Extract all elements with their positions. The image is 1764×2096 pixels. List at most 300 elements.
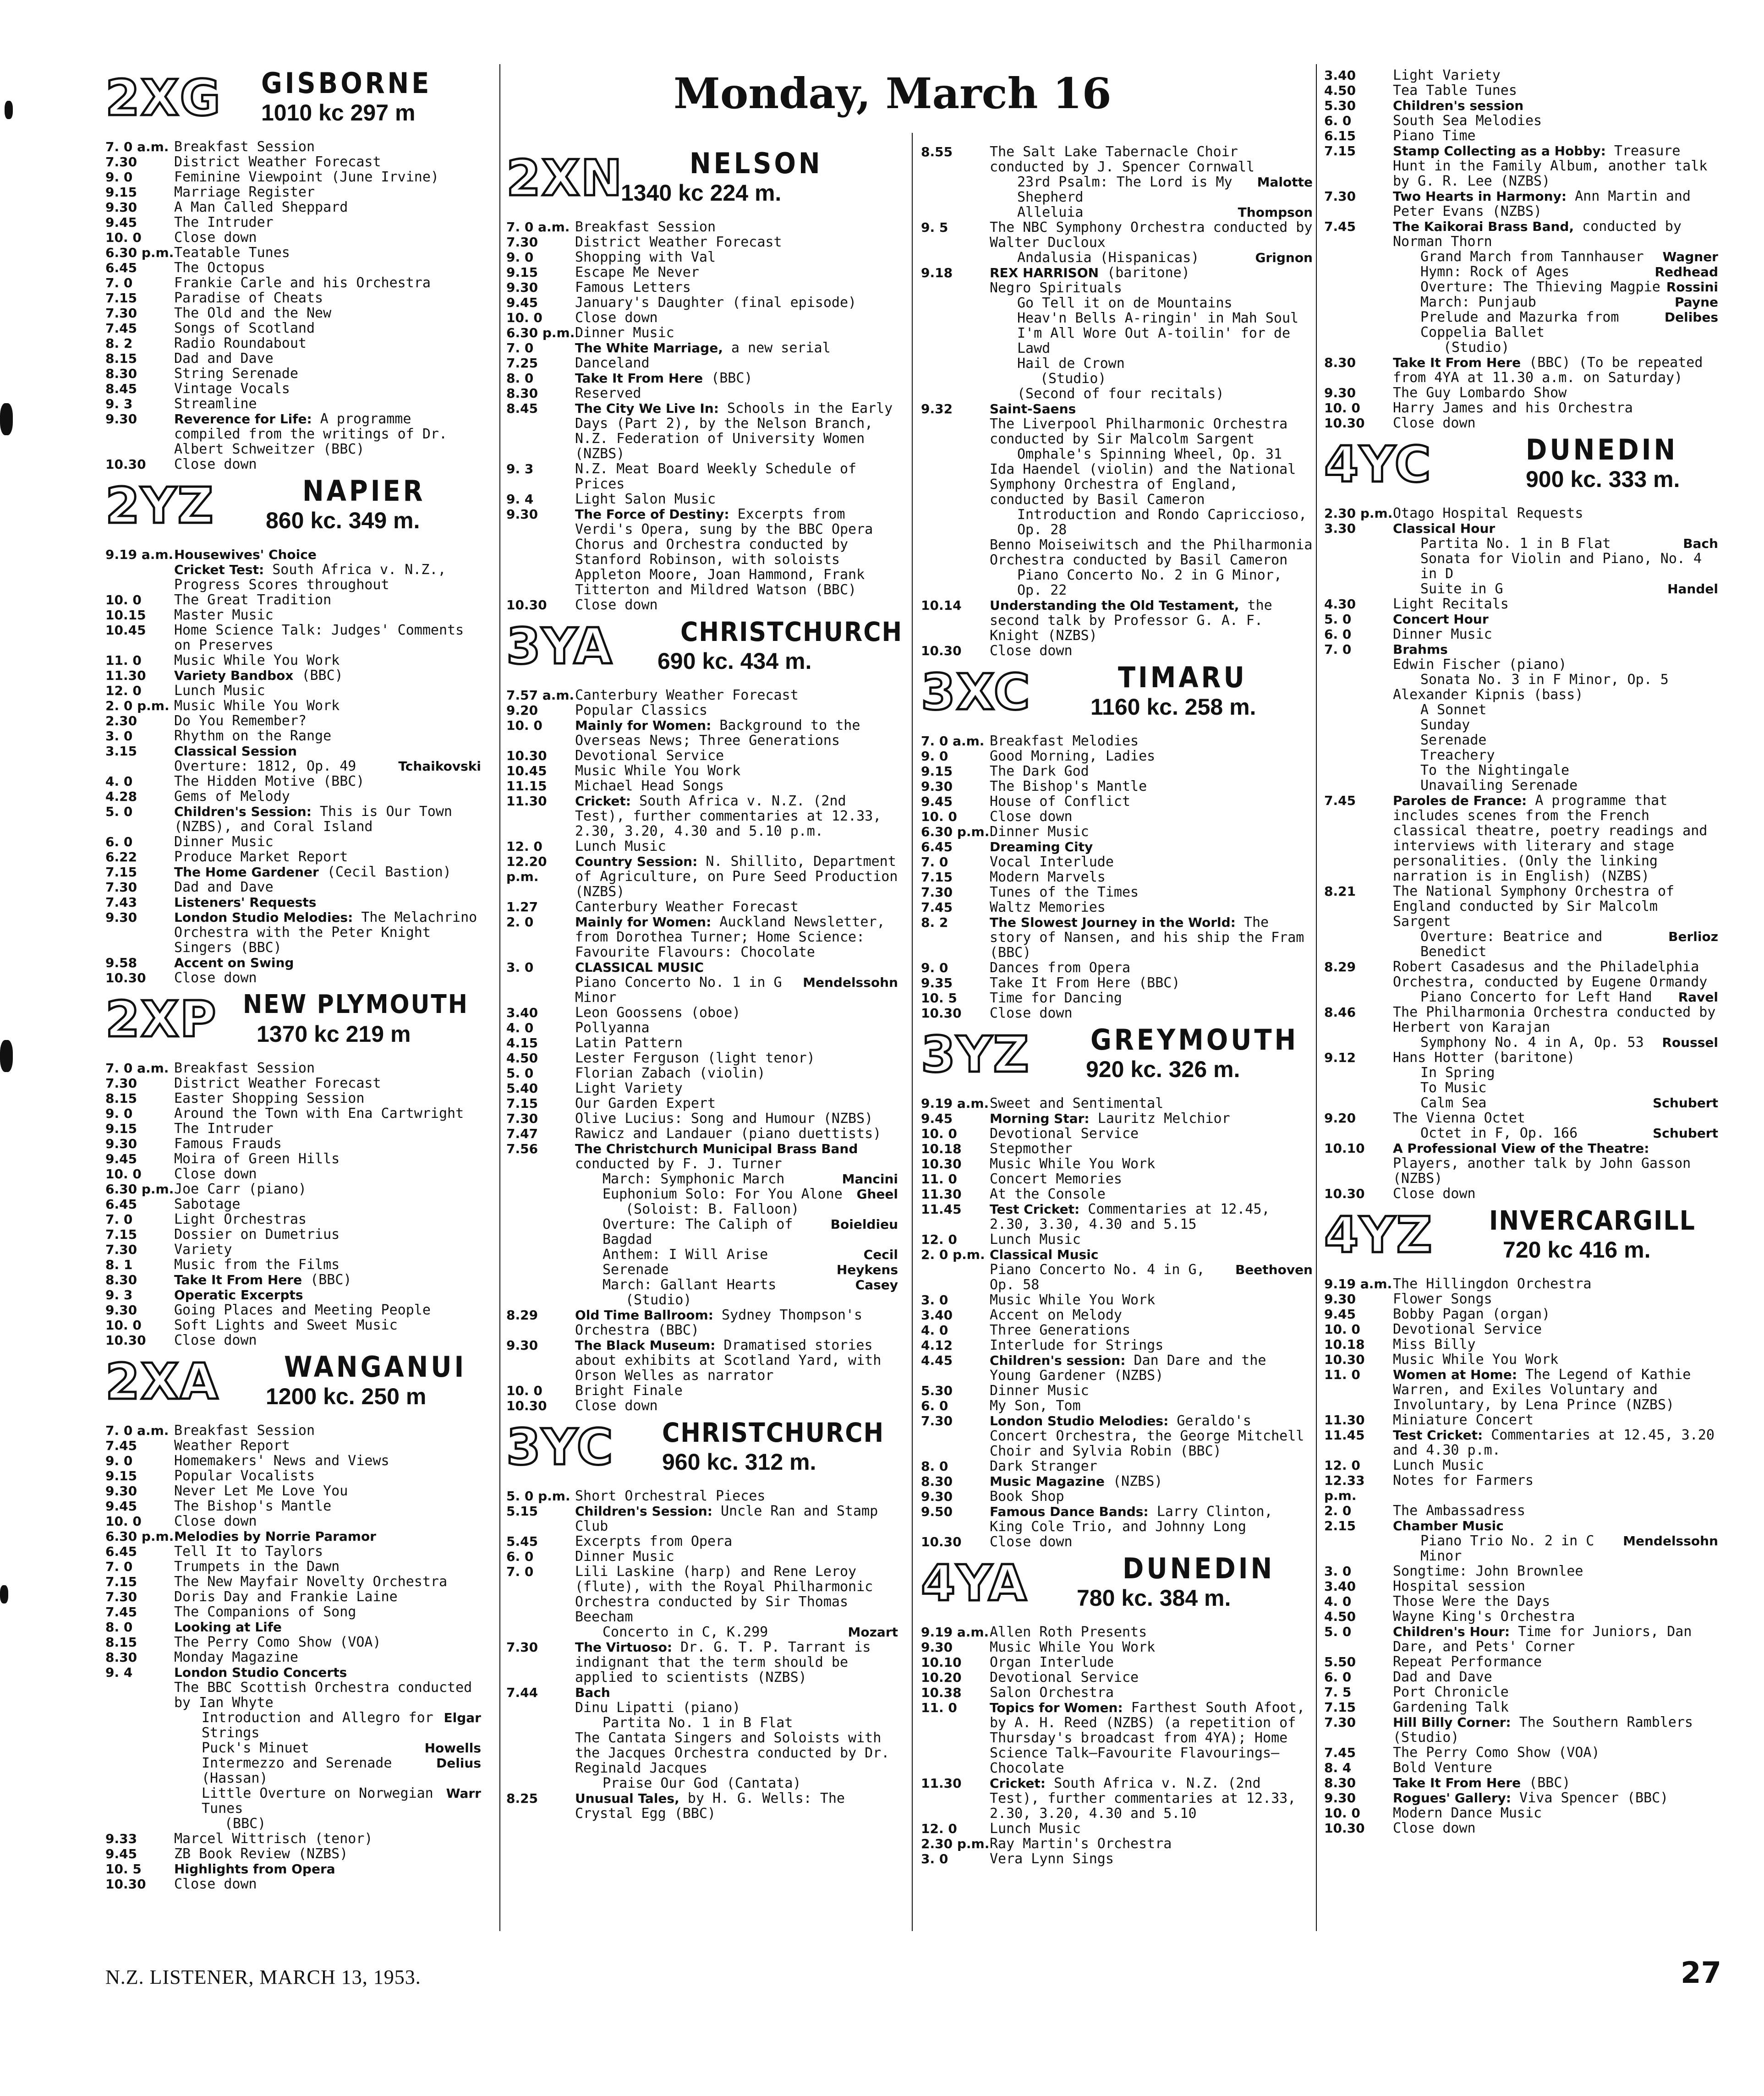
programme-text: Introduction and Allegro for Strings [202,1710,433,1741]
programme-entry [921,265,1313,280]
programme-time: 9.45 [105,1499,137,1514]
programme-title: Classical Music [990,1247,1099,1262]
programme-time: 4. 0 [506,1020,534,1035]
programme-time: 9. 0 [105,1453,133,1468]
programme-time: 11.45 [1324,1428,1365,1443]
programme-description [174,154,481,170]
programme-description [575,310,898,325]
programme-description [575,401,898,461]
programme-text: Book Shop [990,1489,1064,1505]
programme-time: 3.40 [1324,1579,1356,1594]
programme-description [1393,657,1718,672]
programme-time: 7. 0 [105,1212,133,1227]
programme-text: Vera Lynn Sings [990,1851,1114,1867]
programme-entry [1324,1654,1718,1669]
programme-description [1393,1080,1718,1095]
programme-time: 7.45 [105,1604,137,1620]
programme-description [174,1574,481,1589]
programme-text: Devotional Service [990,1669,1139,1686]
programme-entry [921,1126,1313,1141]
station-city: CHRISTCHURCH [680,616,903,647]
programme-description [1393,1322,1718,1337]
programme-entry [506,1338,898,1383]
programme-description [174,910,481,955]
composer-name: Casey [855,1277,898,1292]
programme-entry [921,386,1313,401]
programme-text: Vintage Vocals [174,381,290,397]
programme-description [990,507,1313,537]
programme-text: Breakfast Session [174,139,315,155]
programme-time: 11.45 [921,1202,962,1217]
programme-text: Ann Martin and Peter Evans (NZBS) [1393,188,1691,219]
programme-description [575,1277,898,1292]
programme-description [575,1534,898,1549]
station-header [921,1023,1313,1092]
programme-description [990,764,1313,779]
programme-entry [105,215,481,230]
programme-text: District Weather Forecast [575,234,782,250]
programme-description [575,386,898,401]
programme-entry [1324,1533,1718,1564]
programme-description [1393,959,1718,990]
programme-entry [1324,1503,1718,1518]
programme-time: 9.45 [506,295,538,310]
programme-description [174,1665,481,1680]
programme-text: Grand March from Tannhauser [1420,249,1644,265]
programme-description [990,1504,1313,1534]
programme-description [174,1212,481,1227]
programme-entry [105,1635,481,1650]
programme-text: Close down [575,310,658,326]
programme-entry [1324,1594,1718,1609]
programme-entry [1324,1035,1718,1050]
composer-name: Mendelssohn [803,975,898,990]
programme-text: Do You Remember? [174,713,307,729]
programme-text: Miss Billy [1393,1336,1476,1352]
programme-text: Breakfast Session [575,219,716,235]
programme-time: 10.18 [1324,1337,1365,1352]
programme-time: 9.19 a.m. [921,1096,989,1111]
programme-entry [921,733,1313,749]
programme-description [575,1549,898,1564]
programme-description [575,1262,898,1277]
programme-title: CLASSICAL MUSIC [575,960,704,975]
programme-entry [921,1836,1313,1851]
programme-text: Marriage Register [174,184,315,200]
programme-description [990,296,1313,311]
programme-entry [105,547,481,562]
programme-time: 7.30 [506,1111,538,1126]
programme-entry [1324,884,1718,929]
programme-entry [1324,1745,1718,1760]
programme-description [990,175,1313,205]
programme-text: (NZBS) [1112,1473,1163,1489]
programme-description [174,880,481,895]
programme-description [575,1141,898,1171]
programme-entry [105,1756,481,1786]
programme-description [174,1468,481,1483]
programme-time: 9.30 [105,411,137,427]
programme-entry [506,265,898,280]
programme-entry [105,653,481,668]
programme-text: Hymn: Rock of Ages [1420,264,1570,280]
programme-description [174,1106,481,1121]
composer-name: Handel [1667,581,1718,597]
composer-name: Delibes [1664,310,1718,325]
programme-time: 8.45 [506,401,538,416]
programme-description [1393,1685,1718,1700]
programme-entry [921,220,1313,250]
programme-text: South Africa v. N.Z. (2nd Test), further commentaries at 12.33, 2.30, 3.20, 4.30 and 5.10 p.m. [575,793,882,839]
programme-entry [1324,733,1718,748]
programme-entry [1324,702,1718,717]
programme-text: conducted by F. J. Turner [575,1156,782,1172]
programme-text: Overture: The Thieving Magpie [1420,279,1660,295]
station-callsign: 3YZ [921,1026,1030,1084]
station-callsign: 2YZ [105,477,214,535]
station-frequency: 1370 kc 219 m [257,1021,411,1047]
programme-description [174,1846,481,1861]
station-schedule [921,144,1313,658]
programme-entry [921,1292,1313,1308]
programme-time: 5.45 [506,1534,538,1549]
programme-entry [105,910,481,955]
programme-description [990,401,1313,416]
programme-time: 6. 0 [506,1549,534,1564]
programme-description [990,205,1313,220]
programme-text: The Southern Ramblers (Studio) [1393,1714,1693,1746]
programme-time: 9. 0 [921,749,948,764]
programme-entry [1324,1095,1718,1111]
programme-text: Commentaries at 12.45, 2.30, 3.30, 4.30 and 5.15 [990,1201,1270,1232]
programme-time: 10.30 [1324,1186,1365,1201]
programme-description [575,1292,898,1308]
programme-description [1393,1700,1718,1715]
programme-time: 10. 5 [105,1861,142,1877]
programme-description [174,306,481,321]
programme-time: 10.30 [105,1333,146,1348]
programme-time: 6.45 [105,260,137,275]
programme-entry [1324,1624,1718,1654]
station-schedule [506,219,898,613]
programme-entry [921,568,1313,598]
composer-name: Cecil [863,1247,898,1262]
programme-time: 10. 0 [105,1318,142,1333]
programme-text: March: Punjaub [1420,294,1536,310]
programme-entry [921,1006,1313,1021]
programme-description [1393,385,1718,400]
programme-time: 9.30 [105,1136,137,1151]
programme-text: Otago Hospital Requests [1393,505,1583,521]
programme-description [174,668,481,683]
programme-time: 10.15 [105,607,146,623]
programme-entry [506,763,898,778]
programme-time: 7.25 [506,356,538,371]
programme-description [1393,1533,1718,1564]
programme-entry [1324,1821,1718,1836]
programme-time: 2.30 [105,713,137,728]
programme-entry [506,1534,898,1549]
programme-time: 7.15 [105,1574,137,1589]
programme-description [990,1096,1313,1111]
programme-text: Michael Head Songs [575,778,724,794]
programme-time: 9.30 [921,779,953,794]
programme-entry [506,914,898,960]
programme-text: Sabotage [174,1196,241,1212]
programme-time: 5.40 [506,1081,538,1096]
programme-entry [105,290,481,306]
programme-text: Lauritz Melchior [1097,1111,1230,1127]
composer-name: Berlioz [1668,929,1718,944]
programme-text: Interlude for Strings [990,1337,1164,1353]
programme-entry [1324,113,1718,128]
programme-entry [1324,295,1718,310]
programme-description [1393,597,1718,612]
programme-text: Dances from Opera [990,960,1131,976]
programme-text: Florian Zabach (violin) [575,1065,766,1081]
programme-description [174,683,481,698]
programme-time: 8.30 [921,1474,953,1489]
programme-text: Reserved [575,385,641,401]
programme-description [174,1151,481,1166]
programme-time: 7. 5 [1324,1685,1352,1700]
programme-time: 8. 2 [105,336,133,351]
programme-time: 9. 3 [105,1287,133,1302]
programme-entry [105,1559,481,1574]
programme-entry [1324,83,1718,98]
programme-description [1393,1292,1718,1307]
programme-time: 7.45 [1324,1745,1356,1760]
programme-time: 9.15 [506,265,538,280]
programme-text: Anthem: I Will Arise [603,1247,768,1263]
programme-description [575,778,898,794]
station-schedule [105,547,481,985]
programme-entry [506,356,898,371]
composer-name: Wagner [1662,249,1718,264]
programme-text: The Bishop's Mantle [174,1498,332,1514]
programme-entry [1324,536,1718,551]
programme-time: 9.35 [921,975,953,991]
programme-entry [105,1589,481,1604]
programme-description [575,461,898,492]
programme-text: Ida Haendel (violin) and the National Symphony Orchestra of England, conducted by Basil Cameron [990,461,1296,508]
programme-text: Commentaries at 12.45, 3.20 and 4.30 p.m. [1393,1427,1715,1458]
programme-entry [105,336,481,351]
programme-text: Calm Sea [1420,1095,1487,1111]
programme-time: 9.30 [105,200,137,215]
programme-time: 1.27 [506,899,538,914]
programme-text: Feminine Viewpoint (June Irvine) [174,169,439,185]
column-1 [105,64,481,1892]
programme-entry [1324,657,1718,672]
programme-entry [506,854,898,899]
programme-time: 10. 0 [506,310,542,325]
programme-entry [506,1625,898,1640]
programme-text: Piano Concerto No. 4 in G, Op. 58 [990,1262,1205,1293]
station-schedule [1324,1276,1718,1836]
programme-entry [506,310,898,325]
programme-description [990,1323,1313,1338]
programme-text: Popular Vocalists [174,1468,315,1484]
programme-text: Escape Me Never [575,264,699,280]
programme-description [174,774,481,789]
page-date: Monday, March 16 [674,69,1112,118]
programme-time: 8.15 [105,1635,137,1650]
programme-entry [105,457,481,472]
station-schedule [921,1096,1313,1549]
programme-entry [921,900,1313,915]
programme-description [575,1005,898,1020]
programme-text: Modern Dance Music [1393,1805,1542,1821]
programme-title: Women at Home: [1393,1367,1517,1382]
programme-text: Allen Roth Presents [990,1624,1147,1640]
programme-text: Edwin Fischer (piano) [1393,657,1567,673]
programme-entry [1324,1428,1718,1458]
programme-description [1393,83,1718,98]
programme-description [174,1831,481,1846]
programme-time: 11.30 [921,1187,962,1202]
programme-description [990,447,1313,462]
programme-text: Gardening Talk [1393,1699,1509,1715]
programme-description [174,396,481,411]
programme-entry [921,1232,1313,1247]
programme-time: 3. 0 [921,1292,948,1308]
programme-text: The Companions of Song [174,1604,356,1620]
programme-description [990,1247,1313,1262]
programme-time: 3.30 [1324,521,1356,536]
programme-text: Tunes of the Times [990,884,1139,900]
programme-entry [921,1504,1313,1534]
programme-description [575,1730,898,1776]
programme-text: The Cantata Singers and Soloists with the Jacques Orchestra conducted by Dr. Reginald Jacques [575,1730,890,1776]
programme-entry [105,607,481,623]
programme-description [1393,113,1718,128]
programme-time: 8. 0 [921,1459,948,1474]
programme-entry [1324,189,1718,219]
programme-text: Piano Concerto No. 2 in G Minor, Op. 22 [1017,567,1282,598]
programme-time: 11.30 [1324,1412,1365,1428]
programme-entry [921,870,1313,885]
programme-time: 8.45 [105,381,137,396]
programme-description [174,849,481,865]
programme-time: 4. 0 [1324,1594,1352,1609]
programme-time: 7.30 [105,880,137,895]
programme-description [990,1851,1313,1866]
programme-entry [105,955,481,970]
programme-description [990,824,1313,839]
programme-entry [506,1096,898,1111]
programme-description [1393,778,1718,793]
programme-time: 7. 0 a.m. [105,1423,169,1438]
programme-entry [506,219,898,235]
programme-title: Reverence for Life: [174,411,312,427]
programme-time: 3.40 [1324,68,1356,83]
programme-entry [105,1877,481,1892]
programme-description [174,215,481,230]
programme-title: Looking at Life [174,1620,282,1635]
programme-text: Rawicz and Landauer (piano duettists) [575,1126,882,1142]
programme-entry [105,562,481,592]
programme-time: 6.30 p.m. [105,245,174,260]
programme-description [1393,521,1718,536]
programme-text: District Weather Forecast [174,154,381,170]
programme-text: Intermezzo and Serenade (Hassan) [202,1755,392,1786]
programme-description [1393,1775,1718,1790]
programme-entry [1324,1473,1718,1503]
programme-text: Canterbury Weather Forecast [575,899,799,915]
programme-description [990,975,1313,991]
programme-text: Close down [990,1005,1073,1021]
column-3 [921,144,1313,1866]
programme-description [1393,1715,1718,1745]
programme-text: Sweet and Sentimental [990,1095,1164,1111]
programme-entry [1324,687,1718,702]
programme-description [1393,355,1718,385]
station-frequency: 1340 kc 224 m. [621,180,782,206]
programme-time: 3.40 [921,1308,953,1323]
programme-time: 7.45 [1324,219,1356,234]
station-header [105,1351,481,1419]
programme-description [575,1338,898,1383]
programme-description [575,703,898,718]
programme-text: South Sea Melodies [1393,113,1542,129]
programme-text: The Hidden Motive (BBC) [174,773,365,789]
programme-time: 9.30 [105,1302,137,1318]
programme-text: Repeat Performance [1393,1654,1542,1670]
programme-text: Euphonium Solo: For You Alone [603,1186,843,1202]
programme-text: The New Mayfair Novelty Orchestra [174,1574,448,1590]
programme-title: Cricket: [990,1776,1046,1791]
programme-entry [506,1035,898,1051]
programme-time: 8.25 [506,1791,538,1806]
programme-description [174,1786,481,1816]
programme-text: Devotional Service [1393,1321,1542,1337]
programme-description [990,960,1313,975]
programme-text: Treasure Hunt in the Family Album, another talk by G. R. Lee (NZBS) [1393,143,1708,189]
programme-entry [105,1680,481,1710]
programme-time: 10.10 [921,1655,962,1670]
programme-text: Master Music [174,607,274,623]
programme-text: (Cecil Bastion) [327,864,451,880]
programme-entry [1324,1141,1718,1186]
programme-description [174,1166,481,1182]
programme-text: This is Our Town (NZBS), and Coral Island [174,804,452,835]
programme-title: Topics for Women: [990,1700,1123,1715]
programme-text: Close down [174,1876,257,1892]
programme-description [990,870,1313,885]
programme-time: 7.45 [921,900,953,915]
programme-text: Dinner Music [174,834,274,850]
programme-description [990,462,1313,507]
programme-text: Popular Classics [575,702,707,718]
programme-entry [1324,1186,1718,1201]
programme-entry [105,170,481,185]
programme-entry [1324,959,1718,990]
programme-description [1393,506,1718,521]
programme-description [990,1640,1313,1655]
programme-entry [105,351,481,366]
programme-text: Bold Venture [1393,1760,1492,1776]
programme-text: N. Shillito, Department of Agriculture, on Pure Seed Production (NZBS) [575,854,898,900]
programme-time: 9. 3 [506,461,534,476]
station-header [921,1552,1313,1621]
programme-title: Housewives' Choice [174,547,317,562]
programme-entry [105,1574,481,1589]
programme-text: The Legend of Kathie Warren, and Exiles Voluntary and Involuntary, by Lena Prince (NZBS) [1393,1367,1691,1413]
programme-text: The Perry Como Show (VOA) [174,1634,381,1650]
programme-time: 7. 0 [506,1564,534,1579]
programme-entry [105,1076,481,1091]
